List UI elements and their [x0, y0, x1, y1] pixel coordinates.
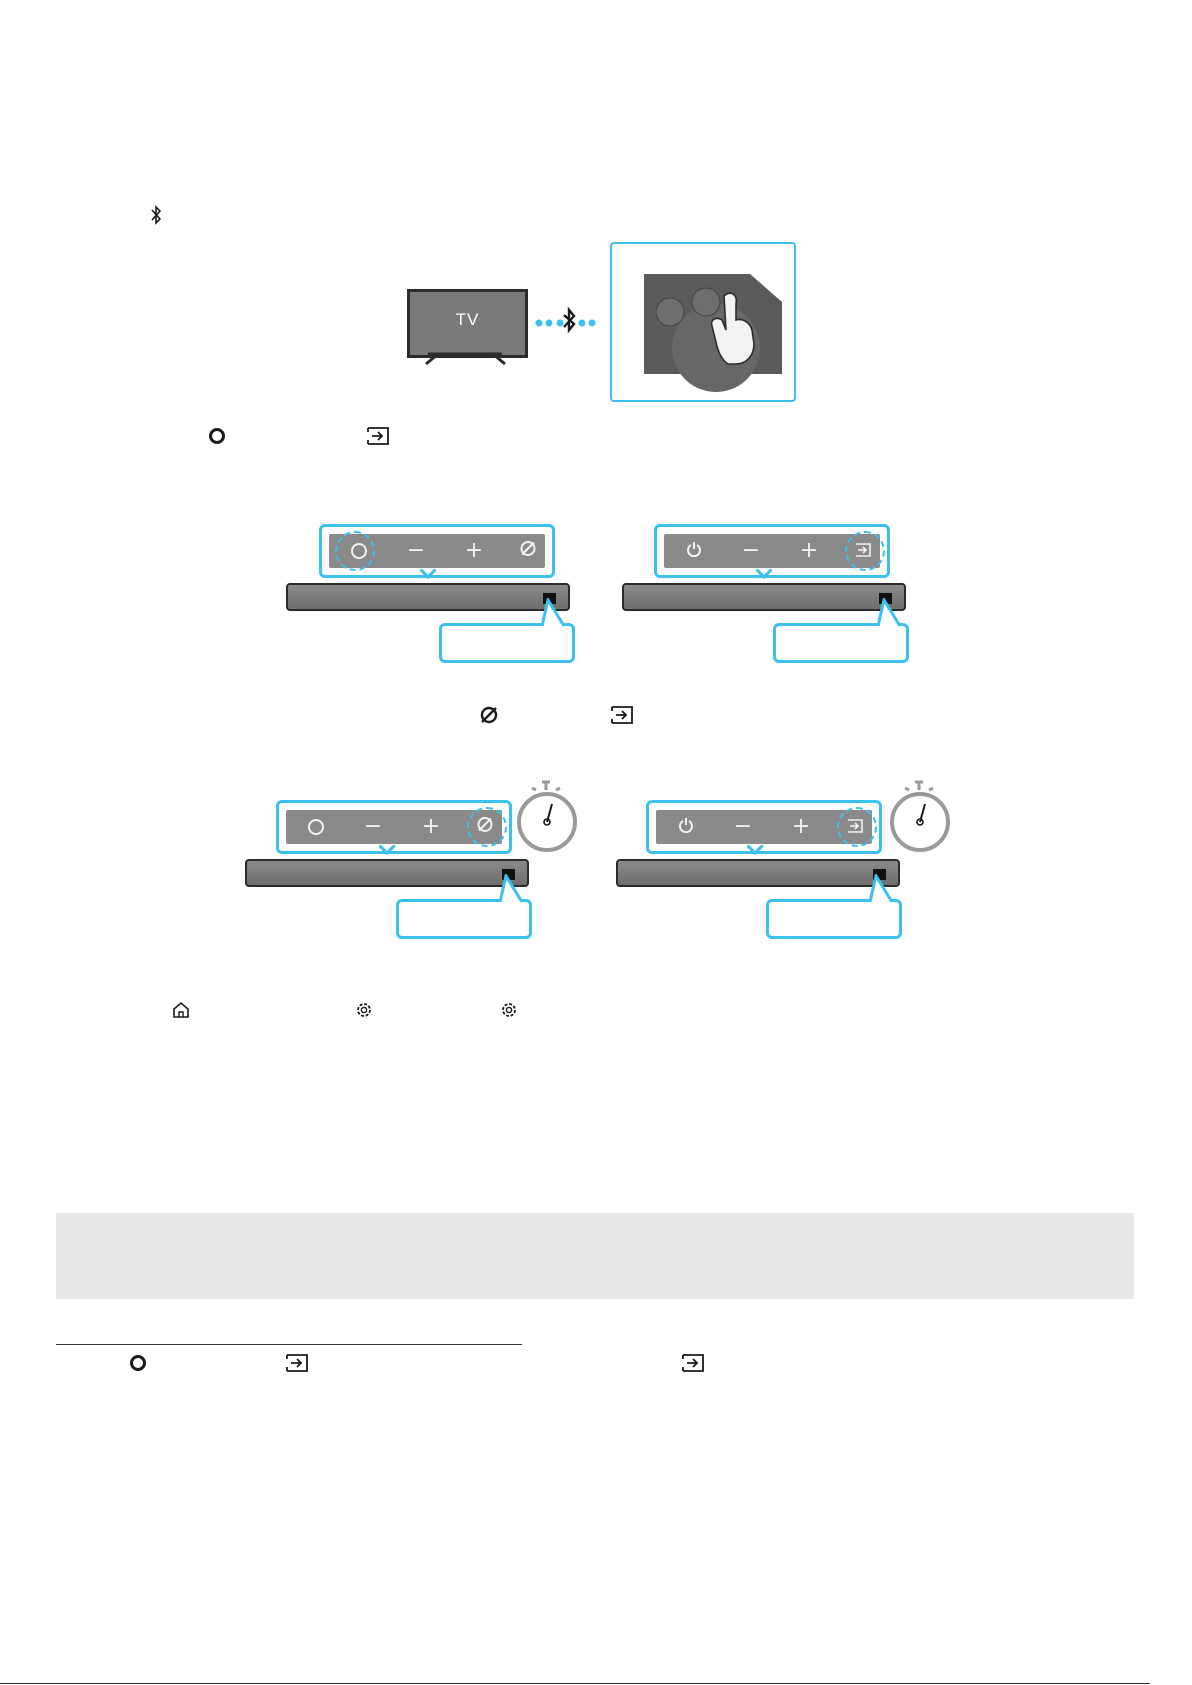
- display-callout: [773, 623, 909, 663]
- source-input-icon: [610, 706, 634, 727]
- callout-pointer: [868, 874, 898, 904]
- minus-icon: −: [741, 538, 761, 563]
- gear-icon: [500, 1001, 518, 1022]
- source-input-icon: [681, 1354, 705, 1375]
- minus-icon: −: [733, 814, 753, 839]
- callout-pointer: [498, 874, 528, 904]
- plus-icon: +: [464, 538, 484, 563]
- soundbar: [245, 859, 529, 887]
- minus-icon: −: [406, 538, 426, 563]
- bluetooth-connection: [535, 306, 603, 340]
- timer-top: [901, 778, 937, 792]
- panel-pointer: [756, 569, 772, 579]
- timer-icon: [517, 792, 577, 852]
- plus-icon: +: [421, 814, 441, 839]
- callout-pointer: [876, 598, 906, 628]
- highlight-ring: [845, 531, 885, 571]
- highlight-ring: [335, 531, 375, 571]
- soundbar: [286, 583, 570, 611]
- plus-icon: +: [799, 538, 819, 563]
- timer-icon: [890, 792, 950, 852]
- callout-pointer: [540, 598, 570, 628]
- display-callout: [396, 899, 532, 939]
- source-input-icon: [366, 427, 390, 448]
- panel-pointer: [420, 569, 436, 579]
- power-ring-icon: [209, 428, 225, 444]
- bluetooth-icon: [150, 205, 162, 225]
- footer-divider: [0, 1683, 1150, 1684]
- plus-icon: +: [791, 814, 811, 839]
- timer-top: [528, 778, 564, 792]
- panel-pointer: [379, 845, 395, 855]
- home-icon: [172, 1001, 190, 1022]
- source-input-icon: [285, 1354, 309, 1375]
- highlight-ring: [837, 807, 877, 847]
- minus-icon: −: [363, 814, 383, 839]
- power-ring-icon: [130, 1355, 146, 1371]
- gear-icon: [355, 1001, 373, 1022]
- soundbar: [616, 859, 900, 887]
- control-panel: [654, 524, 890, 578]
- display-callout: [766, 899, 902, 939]
- soundbar: [622, 583, 906, 611]
- remote-closeup: [610, 242, 796, 402]
- panel-pointer: [747, 845, 763, 855]
- section-divider: [56, 1344, 522, 1345]
- mic-off-icon: [519, 540, 537, 563]
- display-callout: [439, 623, 575, 663]
- tv-label: TV: [455, 310, 480, 329]
- power-icon: [686, 540, 702, 562]
- mic-off-icon: [479, 705, 499, 728]
- control-panel: [646, 800, 882, 854]
- tv-stand: [418, 352, 513, 366]
- highlight-ring: [467, 807, 507, 847]
- tv-screen: [407, 289, 528, 358]
- power-icon: [678, 816, 694, 838]
- control-panel: [319, 524, 555, 578]
- note-box: [56, 1213, 1134, 1299]
- power-ring-icon: [308, 819, 324, 835]
